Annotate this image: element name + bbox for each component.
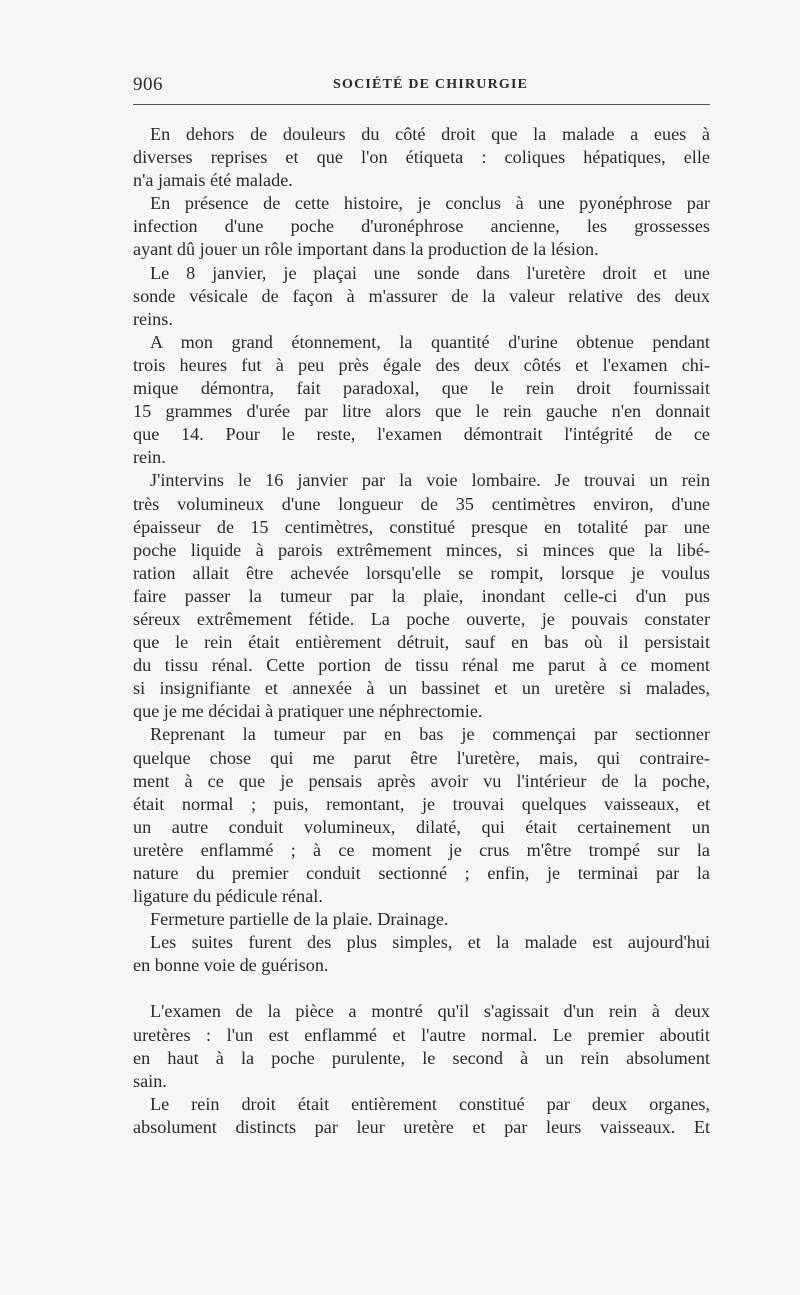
text-line: ration allait être achevée lorsqu'elle se rompit, lorsque je voulus xyxy=(133,562,710,583)
text-line: Le 8 janvier, je plaçai une sonde dans l'uretère droit et une xyxy=(150,262,710,283)
text-line: faire passer la tumeur par la plaie, inondant celle-ci d'un pus xyxy=(133,585,710,606)
text-line: A mon grand étonnement, la quantité d'urine obtenue pendant xyxy=(150,331,710,352)
page-number: 906 xyxy=(133,74,163,95)
text-line: Fermeture partielle de la plaie. Drainage. xyxy=(150,909,449,930)
header-rule xyxy=(133,104,710,105)
text-line: trois heures fut à peu près égale des deux côtés et l'examen chi- xyxy=(133,354,710,375)
text-line: ayant dû jouer un rôle important dans la production de la lésion. xyxy=(133,239,599,260)
running-title: SOCIÉTÉ DE CHIRURGIE xyxy=(333,77,529,92)
text-line: Reprenant la tumeur par en bas je commençai par sectionner xyxy=(150,724,710,745)
text-line: séreux extrêmement fétide. La poche ouverte, je pouvais constater xyxy=(133,608,710,629)
text-line: rein. xyxy=(133,447,166,468)
text-line: quelque chose qui me parut être l'uretère, mais, qui contraire- xyxy=(133,747,710,768)
text-line: un autre conduit volumineux, dilaté, qui était certainement un xyxy=(133,816,710,837)
page-header xyxy=(133,70,710,100)
text-line: que 14. Pour le reste, l'examen démontrait l'intégrité de ce xyxy=(133,424,710,445)
text-line: En présence de cette histoire, je conclus à une pyonéphrose par xyxy=(150,193,710,214)
text-line: poche liquide à parois extrêmement minces, si minces que la libé- xyxy=(133,539,710,560)
text-line: L'examen de la pièce a montré qu'il s'agissait d'un rein à deux xyxy=(150,1001,710,1022)
text-line: épaisseur de 15 centimètres, constitué presque en totalité par une xyxy=(133,516,710,537)
text-line: diverses reprises et que l'on étiqueta : coliques hépatiques, elle xyxy=(133,147,710,168)
text-line: en haut à la poche purulente, le second à un rein absolument xyxy=(133,1047,710,1068)
text-line: Les suites furent des plus simples, et la malade est aujourd'hui xyxy=(150,932,710,953)
text-line: du tissu rénal. Cette portion de tissu rénal me parut à ce moment xyxy=(133,655,710,676)
paragraph-gap xyxy=(133,977,710,1000)
text-line: en bonne voie de guérison. xyxy=(133,955,329,976)
text-line: sain. xyxy=(133,1070,167,1091)
text-line: ment à ce que je pensais après avoir vu l'intérieur de la poche, xyxy=(133,770,710,791)
body-text xyxy=(133,123,710,1139)
text-line: était normal ; puis, remontant, je trouvai quelques vaisseaux, et xyxy=(133,793,710,814)
text-line: absolument distincts par leur uretère et par leurs vaisseaux. Et xyxy=(133,1116,710,1137)
text-line: sonde vésicale de façon à m'assurer de la valeur relative des deux xyxy=(133,285,710,306)
text-line: très volumineux d'une longueur de 35 centimètres environ, d'une xyxy=(133,493,710,514)
text-line: Le rein droit était entièrement constitué par deux organes, xyxy=(150,1093,710,1114)
text-line: En dehors de douleurs du côté droit que la malade a eues à xyxy=(150,124,710,144)
text-line: ligature du pédicule rénal. xyxy=(133,886,323,907)
text-line: infection d'une poche d'uronéphrose ancienne, les grossesses xyxy=(133,216,710,237)
text-line: que je me décidai à pratiquer une néphrectomie. xyxy=(133,701,483,722)
text-line: que le rein était entièrement détruit, sauf en bas où il persistait xyxy=(133,632,710,653)
text-line: n'a jamais été malade. xyxy=(133,170,293,191)
text-line: mique démontra, fait paradoxal, que le rein droit fournissait xyxy=(133,378,710,399)
text-line: nature du premier conduit sectionné ; enfin, je terminai par la xyxy=(133,863,710,883)
text-line: J'intervins le 16 janvier par la voie lombaire. Je trouvai un rein xyxy=(150,470,710,491)
text-line: si insignifiante et annexée à un bassinet et un uretère si malades, xyxy=(133,678,710,699)
text-line: reins. xyxy=(133,308,173,329)
text-line: 15 grammes d'urée par litre alors que le rein gauche n'en donnait xyxy=(133,401,710,422)
text-line: uretère enflammé ; à ce moment je crus m'être trompé sur la xyxy=(133,839,710,860)
text-line: uretères : l'un est enflammé et l'autre normal. Le premier aboutit xyxy=(133,1024,710,1045)
